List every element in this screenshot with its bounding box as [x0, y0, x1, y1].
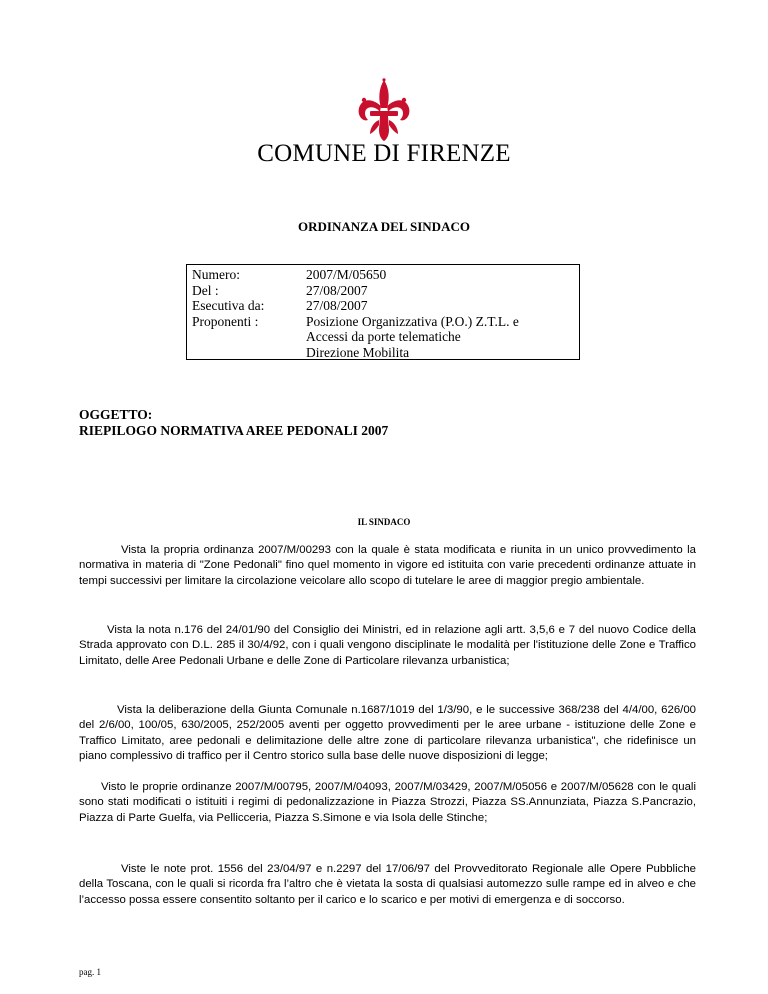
numero-value: 2007/M/05650 — [306, 267, 387, 282]
del-value: 27/08/2007 — [306, 282, 368, 298]
del-label: Del : — [192, 282, 219, 298]
paragraph: Visto le proprie ordinanze 2007/M/00795, 2007/M/04093, 2007/M/03429, 2007/M/05056 e 2007/M/05628 con le quali sono stati modificati o istituiti i regimi di pedonalizzazione in Piazza Strozzi, Piazza SS.Annunziata, Piazza S.Pancrazio, Piazza di Parte Guelfa, via Pellicceria, Piazza S.Simone e via Isola delle Stinche; — [79, 781, 696, 824]
esecutiva-value: 27/08/2007 — [306, 298, 368, 313]
paragraph: Vista la nota n.176 del 24/01/90 del Consiglio dei Ministri, ed in relazione agli artt. 3,5,6 e 7 del nuovo Codice della Strada approvato con D.L. 285 il 30/4/92, con i quali vengono disciplinate le modalità per l'istituzione delle Zone e Traffico Limitato, delle Aree Pedonali Urbane e delle Zone di Particolare rilevanza urbanistica; — [79, 624, 696, 667]
esecutiva-label: Esecutiva da: — [192, 298, 265, 313]
oggetto-label: OGGETTO: — [79, 407, 153, 422]
proponenti-line-2: Accessi da porte telematiche — [306, 329, 461, 344]
page-number: pag. 1 — [79, 967, 101, 977]
paragraph: Vista la deliberazione della Giunta Comunale n.1687/1019 del 1/3/90, e le successive 368/238 del 4/4/00, 626/00 del 2/6/00, 100/05, 630/2005, 252/2005 aventi per oggetto provvedimenti per le aree urbane - istituzione delle Zone e Traffico Limitato, aree pedonali e delimitazione delle altre zone di particolare rilevanza urbanistica", che ridefinisce un piano complessivo di traffico per il Centro storico sulla base delle nuove disposizioni di legge; — [79, 704, 696, 762]
page-title: COMUNE DI FIRENZE — [257, 140, 511, 167]
proponenti-line-3: Direzione Mobilita — [306, 344, 410, 360]
proponenti-line-1: Posizione Organizzativa (P.O.) Z.T.L. e — [306, 313, 519, 329]
metadata-box — [186, 264, 580, 360]
section-heading: IL SINDACO — [357, 517, 411, 527]
numero-label: Numero: — [192, 267, 240, 282]
document-type: ORDINANZA DEL SINDACO — [298, 219, 470, 234]
paragraph: Viste le note prot. 1556 del 23/04/97 e n.2297 del 17/06/97 del Provveditorato Regionale alle Opere Pubbliche della Toscana, con le quali si ricorda fra l’altro che è vietata la sosta di qualsiasi automezzo sulle rampe ed in alveo e che l’accesso possa essere consentito soltanto per il carico e lo scarico e per motivi di emergenza e di soccorso. — [79, 863, 696, 906]
paragraph: Vista la propria ordinanza 2007/M/00293 con la quale è stata modificata e riunita in un unico provvedimento la normativa in materia di "Zone Pedonali" fino quel momento in vigore ed istituita con varie precedenti ordinanze attuate in tempi successivi per limitare la circolazione veicolare allo scopo di tutelare le aree di maggior pregio ambientale. — [79, 544, 696, 587]
oggetto-section — [79, 407, 388, 439]
giglio-di-firenze-icon — [356, 78, 412, 142]
proponenti-label: Proponenti : — [192, 313, 259, 329]
oggetto-text: RIEPILOGO NORMATIVA AREE PEDONALI 2007 — [79, 423, 389, 438]
